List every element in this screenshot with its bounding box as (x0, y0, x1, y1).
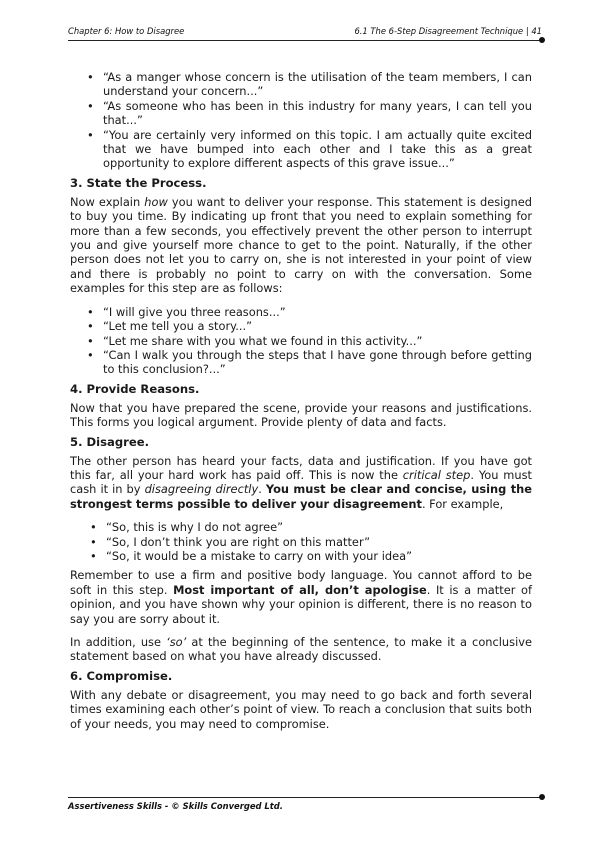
paragraph: In addition, use ‘so’ at the beginning of the sentence, to make it a conclusive statement based on what you have already discussed. (70, 635, 532, 664)
list-item: • “So, it would be a mistake to carry on with your idea” (70, 549, 532, 563)
list-item: • “As a manger whose concern is the utilisation of the team members, I can understand your concern...” (70, 70, 532, 99)
list-item: • “Can I walk you through the steps that I have gone through before getting to this conclusion?...” (70, 348, 532, 377)
paragraph: Now explain how you want to deliver your response. This statement is designed to buy you time. By indicating up front that you need to explain something for more than a few seconds, you effectively prevent the other person to interrupt you and give yourself more chance to get to the point. Naturally, if the other person does not let you to carry on, she is not interested in your point of view and there is probably no point to carry on with the conversation. Some examples for this step are as follows: (70, 194, 532, 296)
list-item: • “So, this is why I do not agree” (70, 520, 532, 534)
section-heading-provide-reasons: 4. Provide Reasons. (70, 381, 200, 396)
list-item: • “So, I don’t think you are right on this matter” (70, 535, 532, 549)
section-heading-state-process: 3. State the Process. (70, 175, 207, 190)
example-bullet-list (70, 520, 532, 563)
example-bullet-list (70, 305, 532, 377)
list-item: • “Let me share with you what we found in this activity...” (70, 334, 532, 348)
section-title: 6.1 The 6-Step Disagreement Technique | 41 (354, 26, 542, 36)
header-rule (68, 40, 542, 41)
page-footer: Assertiveness Skills - © Skills Converged Ltd. (68, 801, 283, 811)
section-heading-disagree: 5. Disagree. (70, 434, 149, 449)
paragraph: The other person has heard your facts, data and justification. If you have got this far, all your hard work has paid off. This is now the critical step. You must cash it in by disagreeing directly. You must be clear and concise, using the strongest terms possible to deliver your disagreement. For example, (70, 453, 532, 511)
section-heading-compromise: 6. Compromise. (70, 668, 173, 683)
header-rule-dot (539, 37, 545, 43)
paragraph: Remember to use a firm and positive body language. You cannot afford to be soft in this step. Most important of all, don’t apologise. It is a matter of opinion, and you have shown why your opinion is different, there is no reason to say you are sorry about it. (70, 568, 532, 626)
paragraph: Now that you have prepared the scene, provide your reasons and justifications. This forms you logical argument. Provide plenty of data and facts. (70, 400, 532, 430)
footer-rule (68, 797, 542, 798)
intro-bullet-list (70, 70, 532, 171)
list-item: • “You are certainly very informed on this topic. I am actually quite excited that we have bumped into each other and I take this as a great opportunity to explore different aspects of this grave issue...” (70, 128, 532, 171)
page-body (70, 70, 532, 735)
chapter-title: Chapter 6: How to Disagree (68, 26, 185, 36)
list-item: • “As someone who has been in this industry for many years, I can tell you that...” (70, 99, 532, 128)
list-item: • “I will give you three reasons...” (70, 305, 532, 319)
list-item: • “Let me tell you a story...” (70, 319, 532, 333)
paragraph: With any debate or disagreement, you may need to go back and forth several times examining each other’s point of view. To reach a conclusion that suits both of your needs, you may need to compromise. (70, 687, 532, 731)
footer-rule-dot (539, 794, 545, 800)
